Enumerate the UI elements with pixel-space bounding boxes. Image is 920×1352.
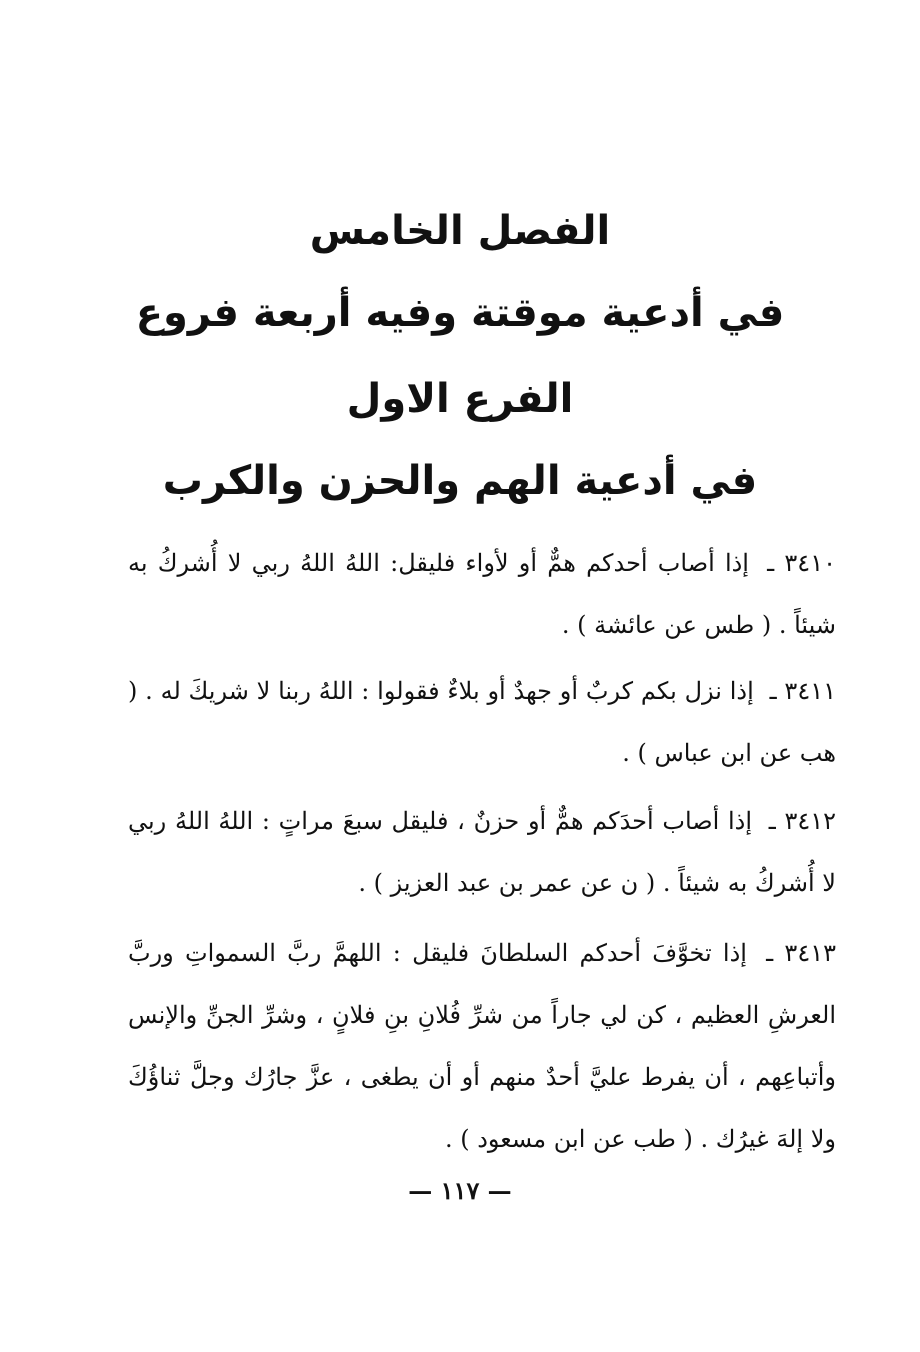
entry-number: ٣٤١١ ـ (769, 677, 836, 705)
hadith-entry (128, 922, 836, 1170)
hadith-entry (128, 532, 836, 656)
entry-number: ٣٤١٠ ـ (767, 549, 836, 577)
entry-number: ٣٤١٢ ـ (768, 807, 836, 835)
entry-text: إذا تخوَّفَ أحدكم السلطانَ فليقل : اللهمَّ ربَّ السمواتِ وربَّ العرشِ العظيم ، كن لي جاراً من شرِّ فُلانِ بنِ فلانٍ ، وشرِّ الجنِّ والإنس وأتباعِهم ، أن يفرط عليَّ أحدٌ منهم أو أن يطغى ، عزَّ جارُك وجلَّ ثناؤُكَ ولا إلهَ غيرُك . ( طب عن ابن مسعود ) . (128, 939, 836, 1153)
entry-text: إذا أصاب أحدَكم همٌّ أو حزنٌ ، فليقل سبعَ مراتٍ : اللهُ اللهُ ربي لا أُشركُ به شيئاً . ( ن عن عمر بن عبد العزيز ) . (128, 807, 836, 897)
chapter-subtitle: في أدعية موقتة وفيه أربعة فروع (135, 290, 785, 336)
hadith-entry (128, 660, 836, 784)
page-number: — ١١٧ — (408, 1176, 512, 1205)
hadith-entry (128, 790, 836, 914)
section-subtitle: في أدعية الهم والحزن والكرب (162, 458, 758, 504)
entry-text: إذا أصاب أحدكم همٌّ أو لأواء فليقل: اللهُ اللهُ ربي لا أُشركُ به شيئاً . ( طس عن عائشة ) . (128, 549, 836, 639)
section-title: الفرع الاول (346, 376, 574, 422)
chapter-title: الفصل الخامس (309, 208, 611, 254)
entry-text: إذا نزل بكم كربٌ أو جهدٌ أو بلاءٌ فقولوا : اللهُ ربنا لا شريكَ له . ( هب عن ابن عباس ) . (128, 677, 836, 767)
entry-number: ٣٤١٣ ـ (766, 939, 836, 967)
